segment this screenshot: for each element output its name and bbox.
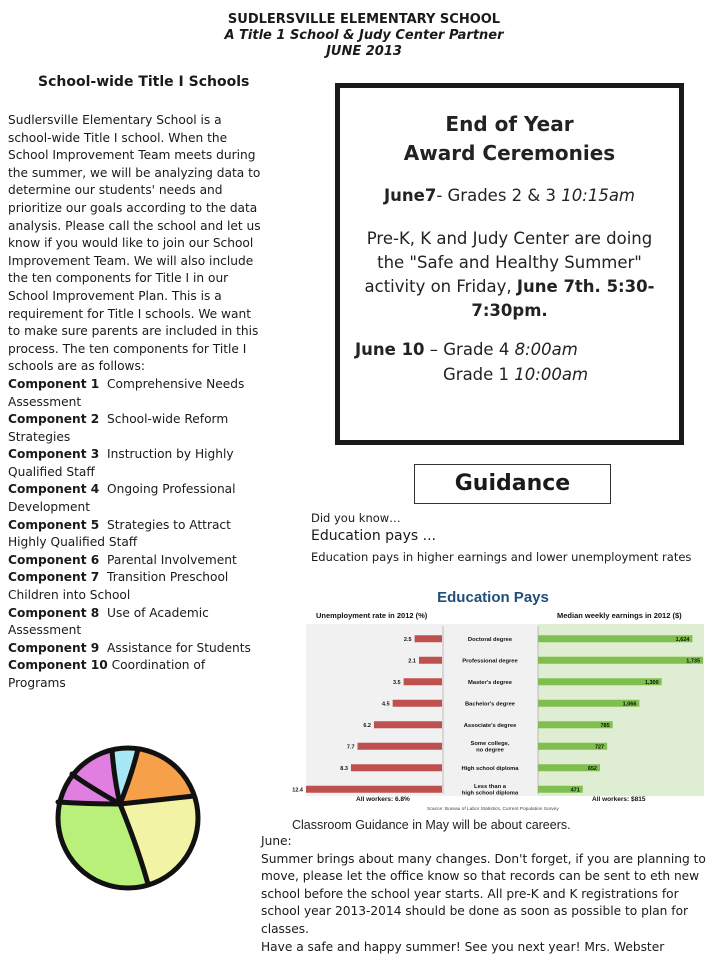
component-item: [8, 411, 262, 446]
newsletter-header: [0, 12, 720, 60]
unemployment-bar: [419, 657, 442, 664]
unemployment-value-label: 7.7: [346, 744, 355, 751]
category-label: Doctoral degree: [467, 636, 513, 643]
unemployment-bar: [351, 764, 442, 771]
unemployment-bar: [374, 721, 442, 728]
footer-left: All workers: 6.8%: [356, 796, 410, 803]
earnings-bar: [538, 657, 703, 664]
earnings-value-label: 471: [570, 787, 580, 794]
unemployment-bar: [358, 743, 442, 750]
component-text: School-wide Reform Strategies: [8, 412, 229, 444]
category-label: Professional degree: [462, 658, 518, 665]
component-text: Comprehensive Needs Assessment: [8, 376, 245, 409]
june10-line: [355, 337, 679, 362]
chart-title: Education Pays: [437, 589, 549, 606]
award-ceremonies-box: [335, 83, 684, 445]
header-date: JUNE 2013: [326, 44, 402, 59]
component-label: Component 10: [8, 658, 108, 673]
title-one-body: [8, 112, 262, 693]
june7-time: 10:15am: [561, 186, 635, 205]
unemployment-bar: [415, 635, 442, 642]
component-item: [8, 552, 262, 570]
earnings-value-label: 1,735: [686, 658, 700, 665]
category-label: High school diploma: [461, 765, 519, 772]
component-label: Component 7: [8, 570, 100, 585]
component-item: [8, 446, 262, 481]
component-label: Component 3: [8, 447, 100, 462]
education-pays-line: Education pays in higher earnings and lower unemployment rates: [311, 550, 692, 564]
unemployment-value-label: 6.2: [363, 722, 371, 729]
unemployment-bar: [393, 700, 442, 707]
header-subtitle: A Title 1 School & Judy Center Partner: [224, 28, 504, 43]
component-text: Coordination of Programs: [8, 658, 206, 690]
component-label: Component 8: [8, 605, 100, 620]
award-title: [340, 110, 679, 168]
unemployment-value-label: 4.5: [381, 701, 390, 708]
judy-center-date: June 7th. 5:30-7:30pm.: [471, 277, 655, 320]
grade1-time: 10:00am: [514, 365, 589, 384]
footer-right: All workers: $815: [592, 796, 646, 803]
unemployment-value-label: 2.1: [408, 658, 416, 665]
earnings-value-label: 727: [594, 744, 605, 751]
component-item: [8, 569, 262, 604]
judy-center-text: Pre-K, K and Judy Center are doing the "Safe and Healthy Summer" activity on Friday,: [364, 229, 653, 296]
component-label: Component 2: [8, 412, 100, 427]
unemployment-value-label: 3.5: [392, 679, 401, 686]
award-title-line2: Award Ceremonies: [403, 141, 616, 165]
unemployment-value-label: 12.4: [292, 787, 303, 794]
june10-date: June 10: [355, 340, 425, 359]
category-label: high school diploma: [461, 790, 519, 797]
right-heading: Median weekly earnings in 2012 ($): [557, 611, 682, 620]
component-label: Component 5: [8, 517, 100, 532]
judy-center-paragraph: [354, 227, 665, 323]
category-label: Some college,: [470, 741, 510, 747]
june7-grades: - Grades 2 & 3: [436, 186, 562, 205]
component-item: [8, 481, 262, 516]
category-label: Bachelor's degree: [464, 701, 516, 708]
component-item: [8, 605, 262, 640]
component-text: Assistance for Students: [107, 640, 251, 655]
component-text: Instruction by Highly Qualified Staff: [8, 447, 234, 479]
chart-bars: [292, 624, 704, 797]
component-item: [8, 376, 262, 411]
component-item: [8, 657, 262, 692]
unemployment-bar: [404, 678, 442, 685]
component-label: Component 6: [8, 552, 100, 567]
june-note: [261, 833, 713, 956]
june7-date: June7: [384, 186, 437, 205]
earnings-value-label: 785: [600, 722, 610, 729]
unemployment-bar: [306, 786, 442, 793]
category-label: Master's degree: [468, 679, 512, 686]
category-label: no degree: [476, 747, 504, 754]
chart-caption: Classroom Guidance in May will be about careers.: [292, 818, 571, 832]
title-one-intro: Sudlersville Elementary School is a school-wide Title I school. When the School Improvement Team meets during the summer, we will be analyzing data to determine our students' needs and prioritize our goals according to the data analysis. Please call the school and let us know if you would like to join our School Improvement Team. We will also include the ten components for Title I in our School Improvement Plan. This is a requirement for Title I schools. We want to make sure parents are included in this process. The ten components for Title I schools are as follows:: [8, 113, 261, 374]
component-item: [8, 640, 262, 658]
unemployment-value-label: 8.3: [340, 765, 348, 772]
earnings-bar: [538, 678, 662, 685]
june-body: Summer brings about many changes. Don't forget, if you are planning to move, please let the office know so that records can be sent to eth new school before the school year starts. All pre-K and K registrations for school year 2013-2014 should be done as soon as possible to plan for classes.: [261, 851, 706, 936]
component-item: [8, 517, 262, 552]
june10-time: 8:00am: [514, 340, 578, 359]
earnings-value-label: 1,066: [622, 701, 637, 708]
june-closing: Have a safe and happy summer! See you next year! Mrs. Webster: [261, 939, 665, 954]
award-title-line1: End of Year: [445, 112, 574, 136]
category-label: Associate's degree: [463, 722, 517, 729]
grade1-line: [355, 362, 679, 387]
component-text: Strategies to Attract Highly Qualified Staff: [8, 517, 231, 550]
school-name: SUDLERSVILLE ELEMENTARY SCHOOL: [227, 12, 501, 27]
earnings-value-label: 1,300: [644, 679, 659, 686]
component-text: Parental Involvement: [107, 552, 237, 567]
june-label: June:: [261, 834, 292, 848]
chart-source: Source: Bureau of Labor Statistics, Current Population Survey: [427, 807, 559, 812]
component-label: Component 4: [8, 482, 100, 497]
earnings-bar: [538, 635, 692, 642]
unemployment-value-label: 2.5: [403, 636, 412, 643]
component-label: Component 1: [8, 376, 100, 391]
guidance-heading: Guidance: [414, 464, 611, 504]
earnings-value-label: 652: [587, 765, 598, 772]
earnings-value-label: 1,624: [675, 636, 690, 643]
education-pays-chart: [290, 580, 706, 832]
category-label: Less than a: [474, 784, 506, 790]
component-list: [8, 376, 262, 693]
did-you-know: Did you know…: [311, 511, 401, 525]
education-pays-heading: Education pays ...: [311, 528, 436, 544]
june7-line: [340, 185, 679, 207]
grade1-label: Grade 1: [443, 365, 515, 384]
beach-ball-icon: [48, 738, 208, 898]
june10-block: [355, 337, 679, 387]
title-one-heading: School-wide Title I Schools: [38, 74, 250, 90]
left-heading: Unemployment rate in 2012 (%): [316, 611, 428, 620]
component-text: Use of Academic Assessment: [8, 605, 209, 638]
component-label: Component 9: [8, 640, 100, 655]
june10-grade: – Grade 4: [424, 340, 515, 359]
component-text: Transition Preschool Children into School: [8, 570, 229, 603]
component-text: Ongoing Professional Development: [8, 482, 236, 515]
